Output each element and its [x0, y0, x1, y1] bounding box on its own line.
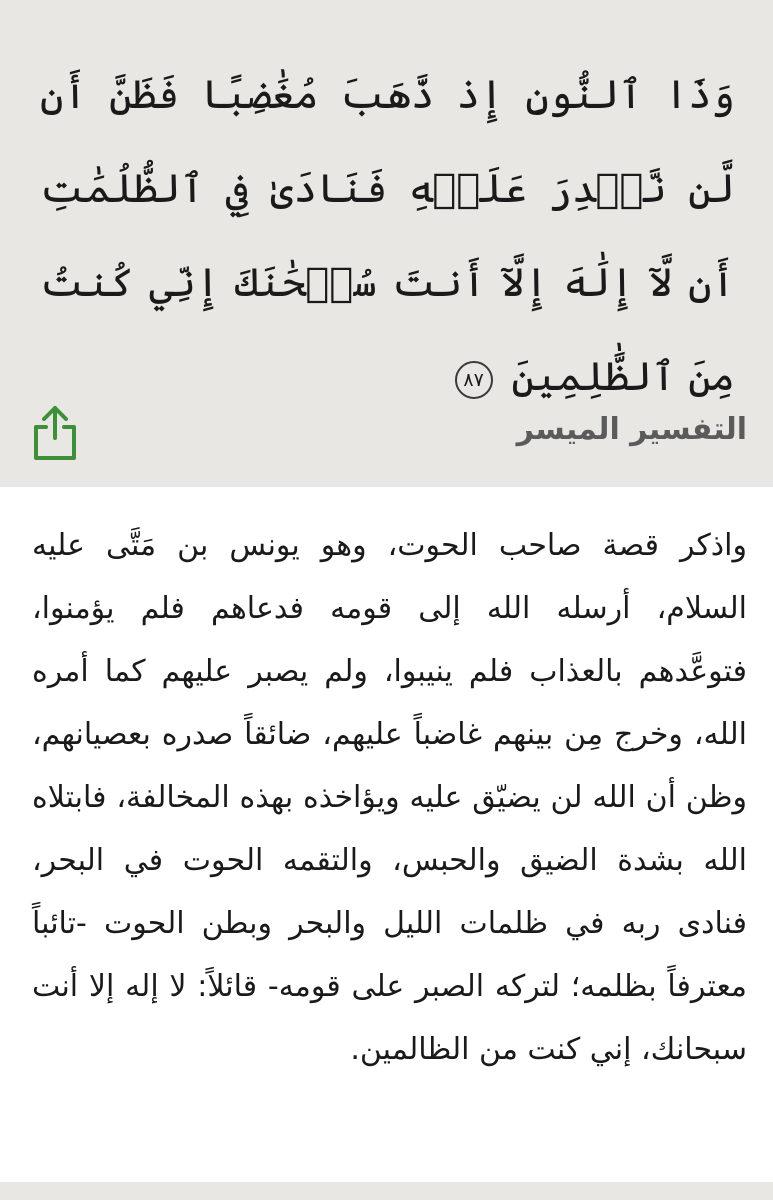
share-icon	[30, 404, 80, 462]
verse-arabic: وَذَا ٱلنُّونِ إِذ ذَّهَبَ مُغَٰضِبًا فَظَنَّ أَن لَّن نَّقۡدِرَ عَلَيۡهِ فَنَادَىٰ فِي ٱلظُّلُمَٰتِ أَن لَّآ إِلَٰهَ إِلَّآ أَنتَ سُبۡحَٰنَكَ إِنِّي كُنتُ مِنَ ٱلظَّٰلِمِينَ	[40, 72, 735, 400]
verse-text	[40, 48, 735, 424]
share-button[interactable]	[30, 404, 80, 462]
verse-panel	[0, 0, 773, 487]
bottom-divider	[0, 1182, 773, 1200]
ayah-number-marker: ٨٧	[455, 361, 493, 399]
tafsir-body: واذكر قصة صاحب الحوت، وهو يونس بن مَتَّى عليه السلام، أرسله الله إلى قومه فدعاهم فلم يؤمنوا، فتوعَّدهم بالعذاب فلم ينيبوا، ولم يصبر عليهم كما أمره الله، وخرج مِن بينهم غاضباً عليهم، ضائقاً صدره بعصيانهم، وظن أن الله لن يضيّق عليه ويؤاخذه بهذه المخالفة، فابتلاه الله بشدة الضيق والحبس، والتقمه الحوت في البحر، فنادى ربه في ظلمات الليل والبحر وبطن الحوت -تائباً معترفاً بظلمه؛ لتركه الصبر على قومه- قائلاً: لا إله إلا أنت سبحانك، إني كنت من الظالمين.	[32, 528, 747, 1067]
tafsir-title: التفسير الميسر	[516, 412, 747, 447]
